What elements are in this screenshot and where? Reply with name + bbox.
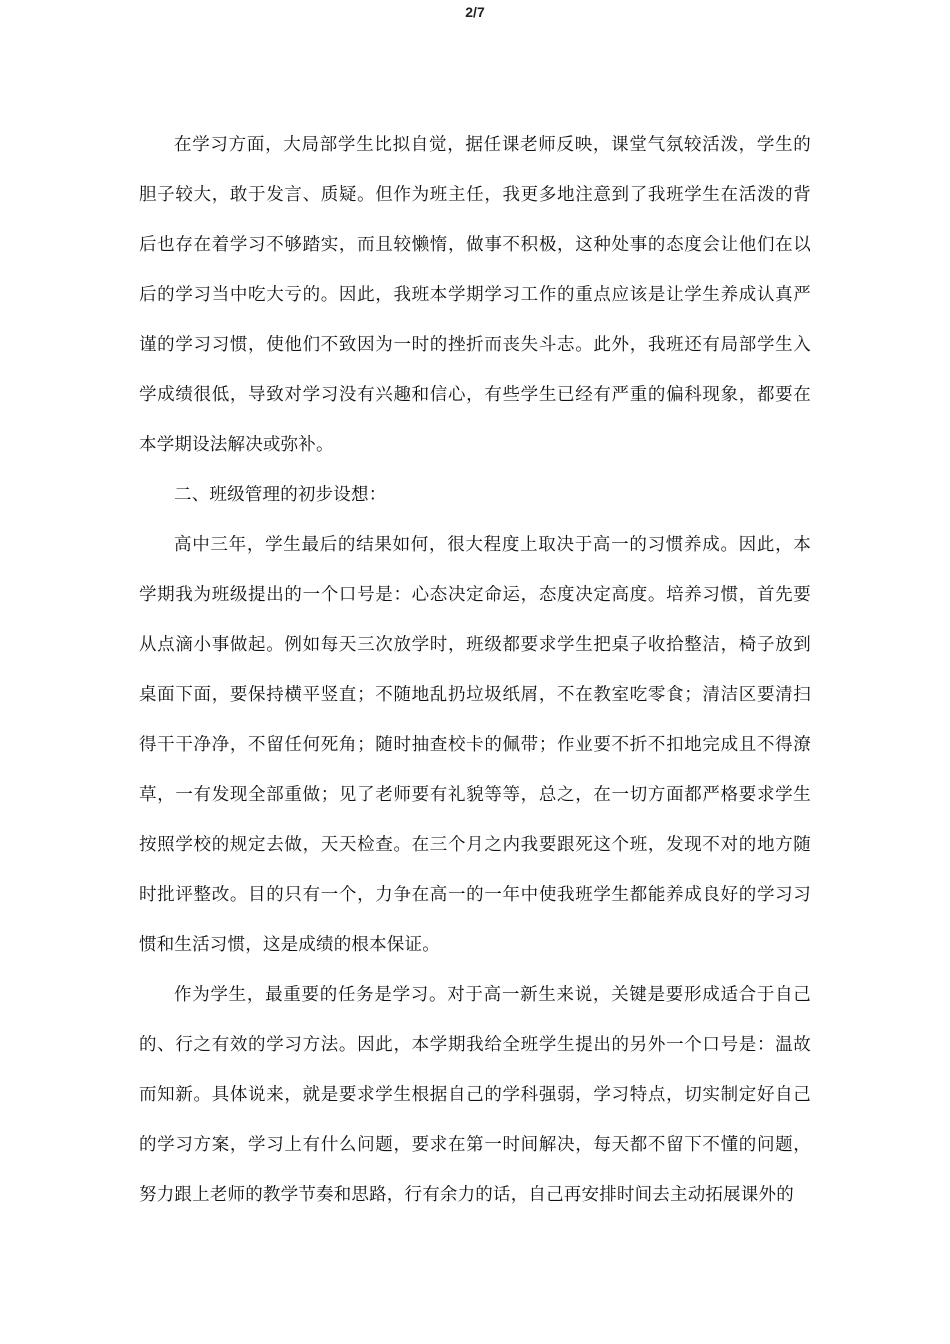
- section-heading-class-management: 二、班级管理的初步设想：: [174, 485, 387, 505]
- paragraph-study-method: 作为学生，最重要的任务是学习。对于高一新生来说，关键是要形成适合于自己的、行之有效的学习方法。因此，本学期我给全班学生提出的另外一个口号是：温故而知新。具体说来，就是要求学生根据自己的学科强弱，学习特点，切实制定好自己的学习方案，学习上有什么问题，要求在第一时间解决，每天都不留下不懂的问题，努力跟上老师的教学节奏和思路，行有余力的话，自己再安排时间去主动拓展课外的: [139, 985, 811, 1205]
- document-body: [139, 120, 811, 1220]
- paragraph-study-situation: 在学习方面，大局部学生比拟自觉，据任课老师反映，课堂气氛较活泼，学生的胆子较大，敢于发言、质疑。但作为班主任，我更多地注意到了我班学生在活泼的背后也存在着学习不够踏实，而且较懒惰，做事不积极，这种处事的态度会让他们在以后的学习当中吃大亏的。因此，我班本学期学习工作的重点应该是让学生养成认真严谨的学习习惯，使他们不致因为一时的挫折而丧失斗志。此外，我班还有局部学生入学成绩很低，导致对学习没有兴趣和信心，有些学生已经有严重的偏科现象，都要在本学期设法解决或弥补。: [139, 135, 811, 455]
- paragraph-habit-formation: 高中三年，学生最后的结果如何，很大程度上取决于高一的习惯养成。因此，本学期我为班级提出的一个口号是：心态决定命运，态度决定高度。培养习惯，首先要从点滴小事做起。例如每天三次放学时，班级都要求学生把桌子收拾整洁，椅子放到桌面下面，要保持横平竖直；不随地乱扔垃圾纸屑，不在教室吃零食；清洁区要清扫得干干净净，不留任何死角；随时抽查校卡的佩带；作业要不折不扣地完成且不得潦草，一有发现全部重做；见了老师要有礼貌等等，总之，在一切方面都严格要求学生按照学校的规定去做，天天检查。在三个月之内我要跟死这个班，发现不对的地方随时批评整改。目的只有一个，力争在高一的一年中使我班学生都能养成良好的学习习惯和生活习惯，这是成绩的根本保证。: [139, 535, 811, 955]
- page-number: 2/7: [465, 4, 485, 20]
